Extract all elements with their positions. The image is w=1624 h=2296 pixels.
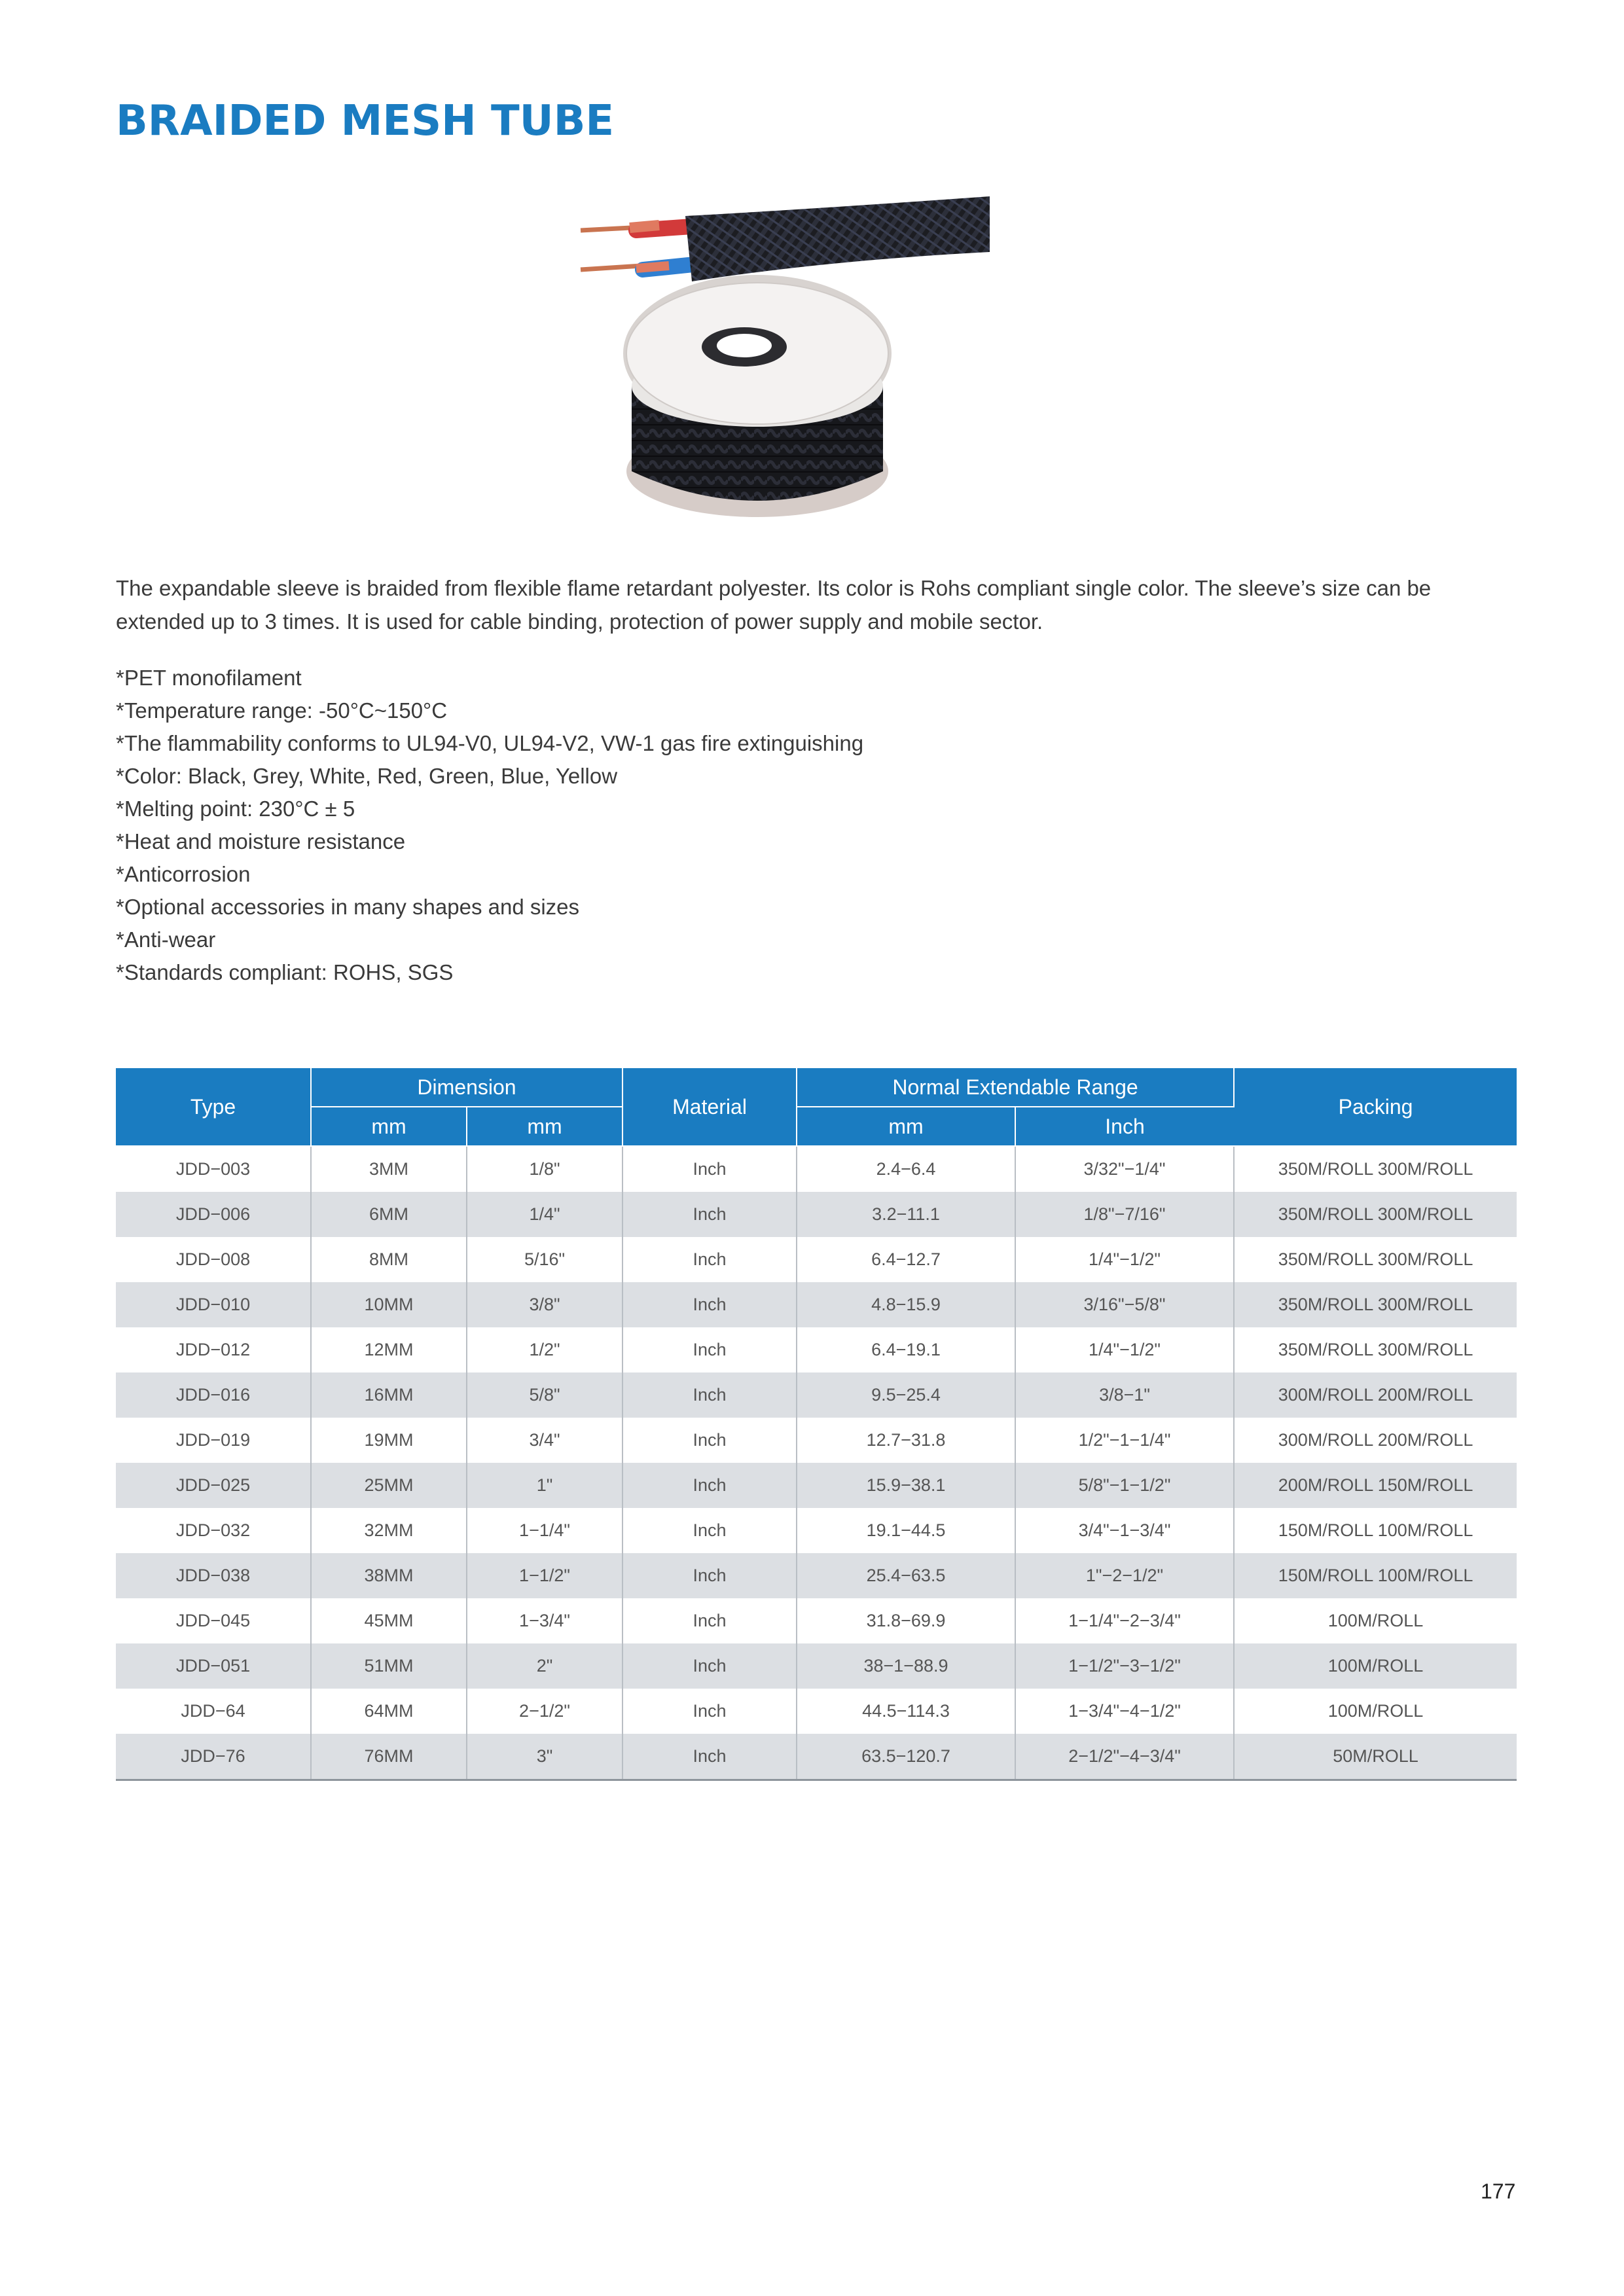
cell-material: Inch: [623, 1418, 797, 1463]
table-row: [116, 1192, 1517, 1237]
feature-item: *Temperature range: -50°C~150°C: [116, 698, 448, 723]
table-row: [116, 1553, 1517, 1598]
table-row: [116, 1689, 1517, 1734]
cell-dimension-inch: 2−1/2": [467, 1689, 623, 1734]
table-row: [116, 1146, 1517, 1192]
table-row: [116, 1237, 1517, 1282]
cell-range-mm: 9.5−25.4: [797, 1372, 1015, 1418]
cell-dimension-mm: 10MM: [311, 1282, 467, 1327]
cell-dimension-mm: 38MM: [311, 1553, 467, 1598]
cell-packing: 350M/ROLL 300M/ROLL: [1278, 1249, 1473, 1269]
cell-dimension-inch: 3": [467, 1734, 623, 1780]
cell-type: JDD−006: [116, 1192, 311, 1237]
cell-range-mm: 12.7−31.8: [797, 1418, 1015, 1463]
cell-dimension-mm: 6MM: [311, 1192, 467, 1237]
cell-material: Inch: [623, 1643, 797, 1689]
cell-range-mm: 25.4−63.5: [797, 1553, 1015, 1598]
product-description: The expandable sleeve is braided from flexible flame retardant polyester. Its color is Rohs compliant single color. The sleeve’s size can be extended up to 3 times. It is used for cable binding, protection of power supply and mobile sector.: [116, 576, 1432, 634]
cell-dimension-mm: 16MM: [311, 1372, 467, 1418]
cell-range-mm: 6.4−19.1: [797, 1327, 1015, 1372]
cell-packing: 350M/ROLL 300M/ROLL: [1234, 1192, 1517, 1237]
cell-range-mm: 3.2−11.1: [797, 1192, 1015, 1237]
cell-type: JDD−016: [116, 1372, 311, 1418]
cell-material: Inch: [623, 1553, 797, 1598]
table-row: [116, 1282, 1517, 1327]
cell-dimension-mm: 32MM: [311, 1508, 467, 1553]
cell-dimension-mm: 3MM: [311, 1146, 467, 1192]
cell-packing: 50M/ROLL: [1234, 1734, 1517, 1780]
page-number: 177: [1481, 2179, 1516, 2203]
table-row: [116, 1418, 1517, 1463]
cell-type: JDD−012: [116, 1327, 311, 1372]
header-extendable-range: Normal Extendable Range: [797, 1068, 1234, 1107]
cell-material: Inch: [623, 1598, 797, 1643]
cell-type: JDD−64: [116, 1689, 311, 1734]
table-row: [116, 1734, 1517, 1780]
cell-range-inch: 1−1/4"−2−3/4": [1015, 1598, 1234, 1643]
cell-packing: 100M/ROLL: [1234, 1643, 1517, 1689]
cell-dimension-inch: 5/8": [467, 1372, 623, 1418]
cell-material: Inch: [623, 1372, 797, 1418]
cell-type: JDD−051: [116, 1643, 311, 1689]
header-type: Type: [116, 1068, 311, 1146]
cell-range-inch: 1"−2−1/2": [1015, 1553, 1234, 1598]
cell-range-inch: 3/16"−5/8": [1015, 1282, 1234, 1327]
feature-item: *Anti-wear: [116, 927, 216, 952]
cell-type: JDD−032: [116, 1508, 311, 1553]
cell-dimension-mm: 12MM: [311, 1327, 467, 1372]
cell-range-inch: 3/8−1": [1015, 1372, 1234, 1418]
cell-range-inch: 1−3/4"−4−1/2": [1015, 1689, 1234, 1734]
cell-packing: 100M/ROLL: [1327, 1701, 1424, 1721]
cell-material: Inch: [623, 1237, 797, 1282]
cell-dimension-inch: 1−1/4": [467, 1508, 623, 1553]
feature-item: *Melting point: 230°C ± 5: [116, 797, 355, 821]
feature-item: *The flammability conforms to UL94-V0, UL94-V2, VW-1 gas fire extinguishing: [116, 731, 864, 755]
feature-list: [116, 662, 863, 989]
table-row: [116, 1643, 1517, 1689]
cell-range-inch: 3/4"−1−3/4": [1015, 1508, 1234, 1553]
header-range-inch: Inch: [1015, 1107, 1234, 1146]
cell-packing: 350M/ROLL 300M/ROLL: [1234, 1282, 1517, 1327]
cell-dimension-inch: 1/2": [467, 1327, 623, 1372]
cell-range-inch: 1/4"−1/2": [1015, 1327, 1234, 1372]
cell-dimension-mm: 19MM: [311, 1418, 467, 1463]
cell-material: Inch: [623, 1327, 797, 1372]
table-row: [116, 1508, 1517, 1553]
cell-packing: 150M/ROLL 100M/ROLL: [1278, 1520, 1473, 1540]
cell-dimension-mm: 64MM: [311, 1689, 467, 1734]
cell-dimension-inch: 3/4": [467, 1418, 623, 1463]
cell-type: JDD−76: [116, 1734, 311, 1780]
header-dimension-mm-2: mm: [467, 1107, 623, 1146]
cell-range-mm: 4.8−15.9: [797, 1282, 1015, 1327]
cell-range-mm: 31.8−69.9: [797, 1598, 1015, 1643]
spec-table-body: [116, 1146, 1517, 1780]
cell-range-inch: 1/2"−1−1/4": [1015, 1418, 1234, 1463]
feature-item: *Color: Black, Grey, White, Red, Green, Blue, Yellow: [116, 764, 618, 788]
cell-dimension-mm: 76MM: [311, 1734, 467, 1780]
header-dimension-mm: mm: [311, 1107, 467, 1146]
cell-range-mm: 6.4−12.7: [797, 1237, 1015, 1282]
cell-range-inch: 1−1/2"−3−1/2": [1015, 1643, 1234, 1689]
cell-material: Inch: [623, 1734, 797, 1780]
cell-range-mm: 15.9−38.1: [797, 1463, 1015, 1508]
cell-packing: 100M/ROLL: [1327, 1611, 1424, 1630]
cell-dimension-inch: 1": [467, 1463, 623, 1508]
cell-range-mm: 19.1−44.5: [797, 1508, 1015, 1553]
cell-range-inch: 1/4"−1/2": [1015, 1237, 1234, 1282]
cell-dimension-inch: 1/4": [467, 1192, 623, 1237]
cell-packing: 200M/ROLL 150M/ROLL: [1234, 1463, 1517, 1508]
spec-table: [116, 1068, 1517, 1781]
table-row: [116, 1372, 1517, 1418]
header-dimension: Dimension: [311, 1068, 623, 1107]
cell-packing: 300M/ROLL 200M/ROLL: [1234, 1372, 1517, 1418]
header-material: Material: [623, 1068, 797, 1146]
cell-material: Inch: [623, 1463, 797, 1508]
cell-range-mm: 44.5−114.3: [797, 1689, 1015, 1734]
cell-range-inch: 1/8"−7/16": [1015, 1192, 1234, 1237]
cell-dimension-inch: 1−1/2": [467, 1553, 623, 1598]
cell-type: JDD−008: [116, 1237, 311, 1282]
feature-item: *Anticorrosion: [116, 862, 251, 886]
page-title: BRAIDED MESH TUBE: [116, 97, 615, 145]
cell-range-mm: 38−1−88.9: [797, 1643, 1015, 1689]
product-photo: [545, 190, 990, 530]
cell-packing: 350M/ROLL 300M/ROLL: [1278, 1340, 1473, 1359]
table-row: [116, 1598, 1517, 1643]
cell-dimension-inch: 2": [467, 1643, 623, 1689]
cell-dimension-mm: 25MM: [311, 1463, 467, 1508]
header-range-mm: mm: [797, 1107, 1015, 1146]
cell-range-mm: 63.5−120.7: [797, 1734, 1015, 1780]
cell-material: Inch: [623, 1282, 797, 1327]
cell-packing: 300M/ROLL 200M/ROLL: [1278, 1430, 1473, 1450]
cell-type: JDD−003: [116, 1146, 311, 1192]
cell-dimension-inch: 1−3/4": [467, 1598, 623, 1643]
cell-material: Inch: [623, 1689, 797, 1734]
cell-material: Inch: [623, 1508, 797, 1553]
cell-range-mm: 2.4−6.4: [797, 1146, 1015, 1192]
cell-dimension-inch: 1/8": [467, 1146, 623, 1192]
table-row: [116, 1463, 1517, 1508]
cell-type: JDD−010: [116, 1282, 311, 1327]
cell-material: Inch: [623, 1146, 797, 1192]
cell-dimension-inch: 5/16": [467, 1237, 623, 1282]
feature-item: *PET monofilament: [116, 666, 302, 690]
cell-dimension-mm: 51MM: [311, 1643, 467, 1689]
cell-type: JDD−025: [116, 1463, 311, 1508]
cell-type: JDD−045: [116, 1598, 311, 1643]
header-packing: Packing: [1234, 1068, 1517, 1146]
cell-type: JDD−038: [116, 1553, 311, 1598]
table-row: [116, 1327, 1517, 1372]
cell-dimension-inch: 3/8": [467, 1282, 623, 1327]
cell-dimension-mm: 8MM: [311, 1237, 467, 1282]
cell-packing: 150M/ROLL 100M/ROLL: [1234, 1553, 1517, 1598]
cell-range-inch: 2−1/2"−4−3/4": [1015, 1734, 1234, 1780]
feature-item: *Heat and moisture resistance: [116, 829, 406, 853]
feature-item: *Optional accessories in many shapes and sizes: [116, 895, 580, 919]
cell-type: JDD−019: [116, 1418, 311, 1463]
cell-dimension-mm: 45MM: [311, 1598, 467, 1643]
cell-packing: 350M/ROLL 300M/ROLL: [1278, 1159, 1473, 1179]
cell-material: Inch: [623, 1192, 797, 1237]
cell-range-inch: 3/32"−1/4": [1015, 1146, 1234, 1192]
cell-range-inch: 5/8"−1−1/2": [1015, 1463, 1234, 1508]
feature-item: *Standards compliant: ROHS, SGS: [116, 960, 454, 984]
